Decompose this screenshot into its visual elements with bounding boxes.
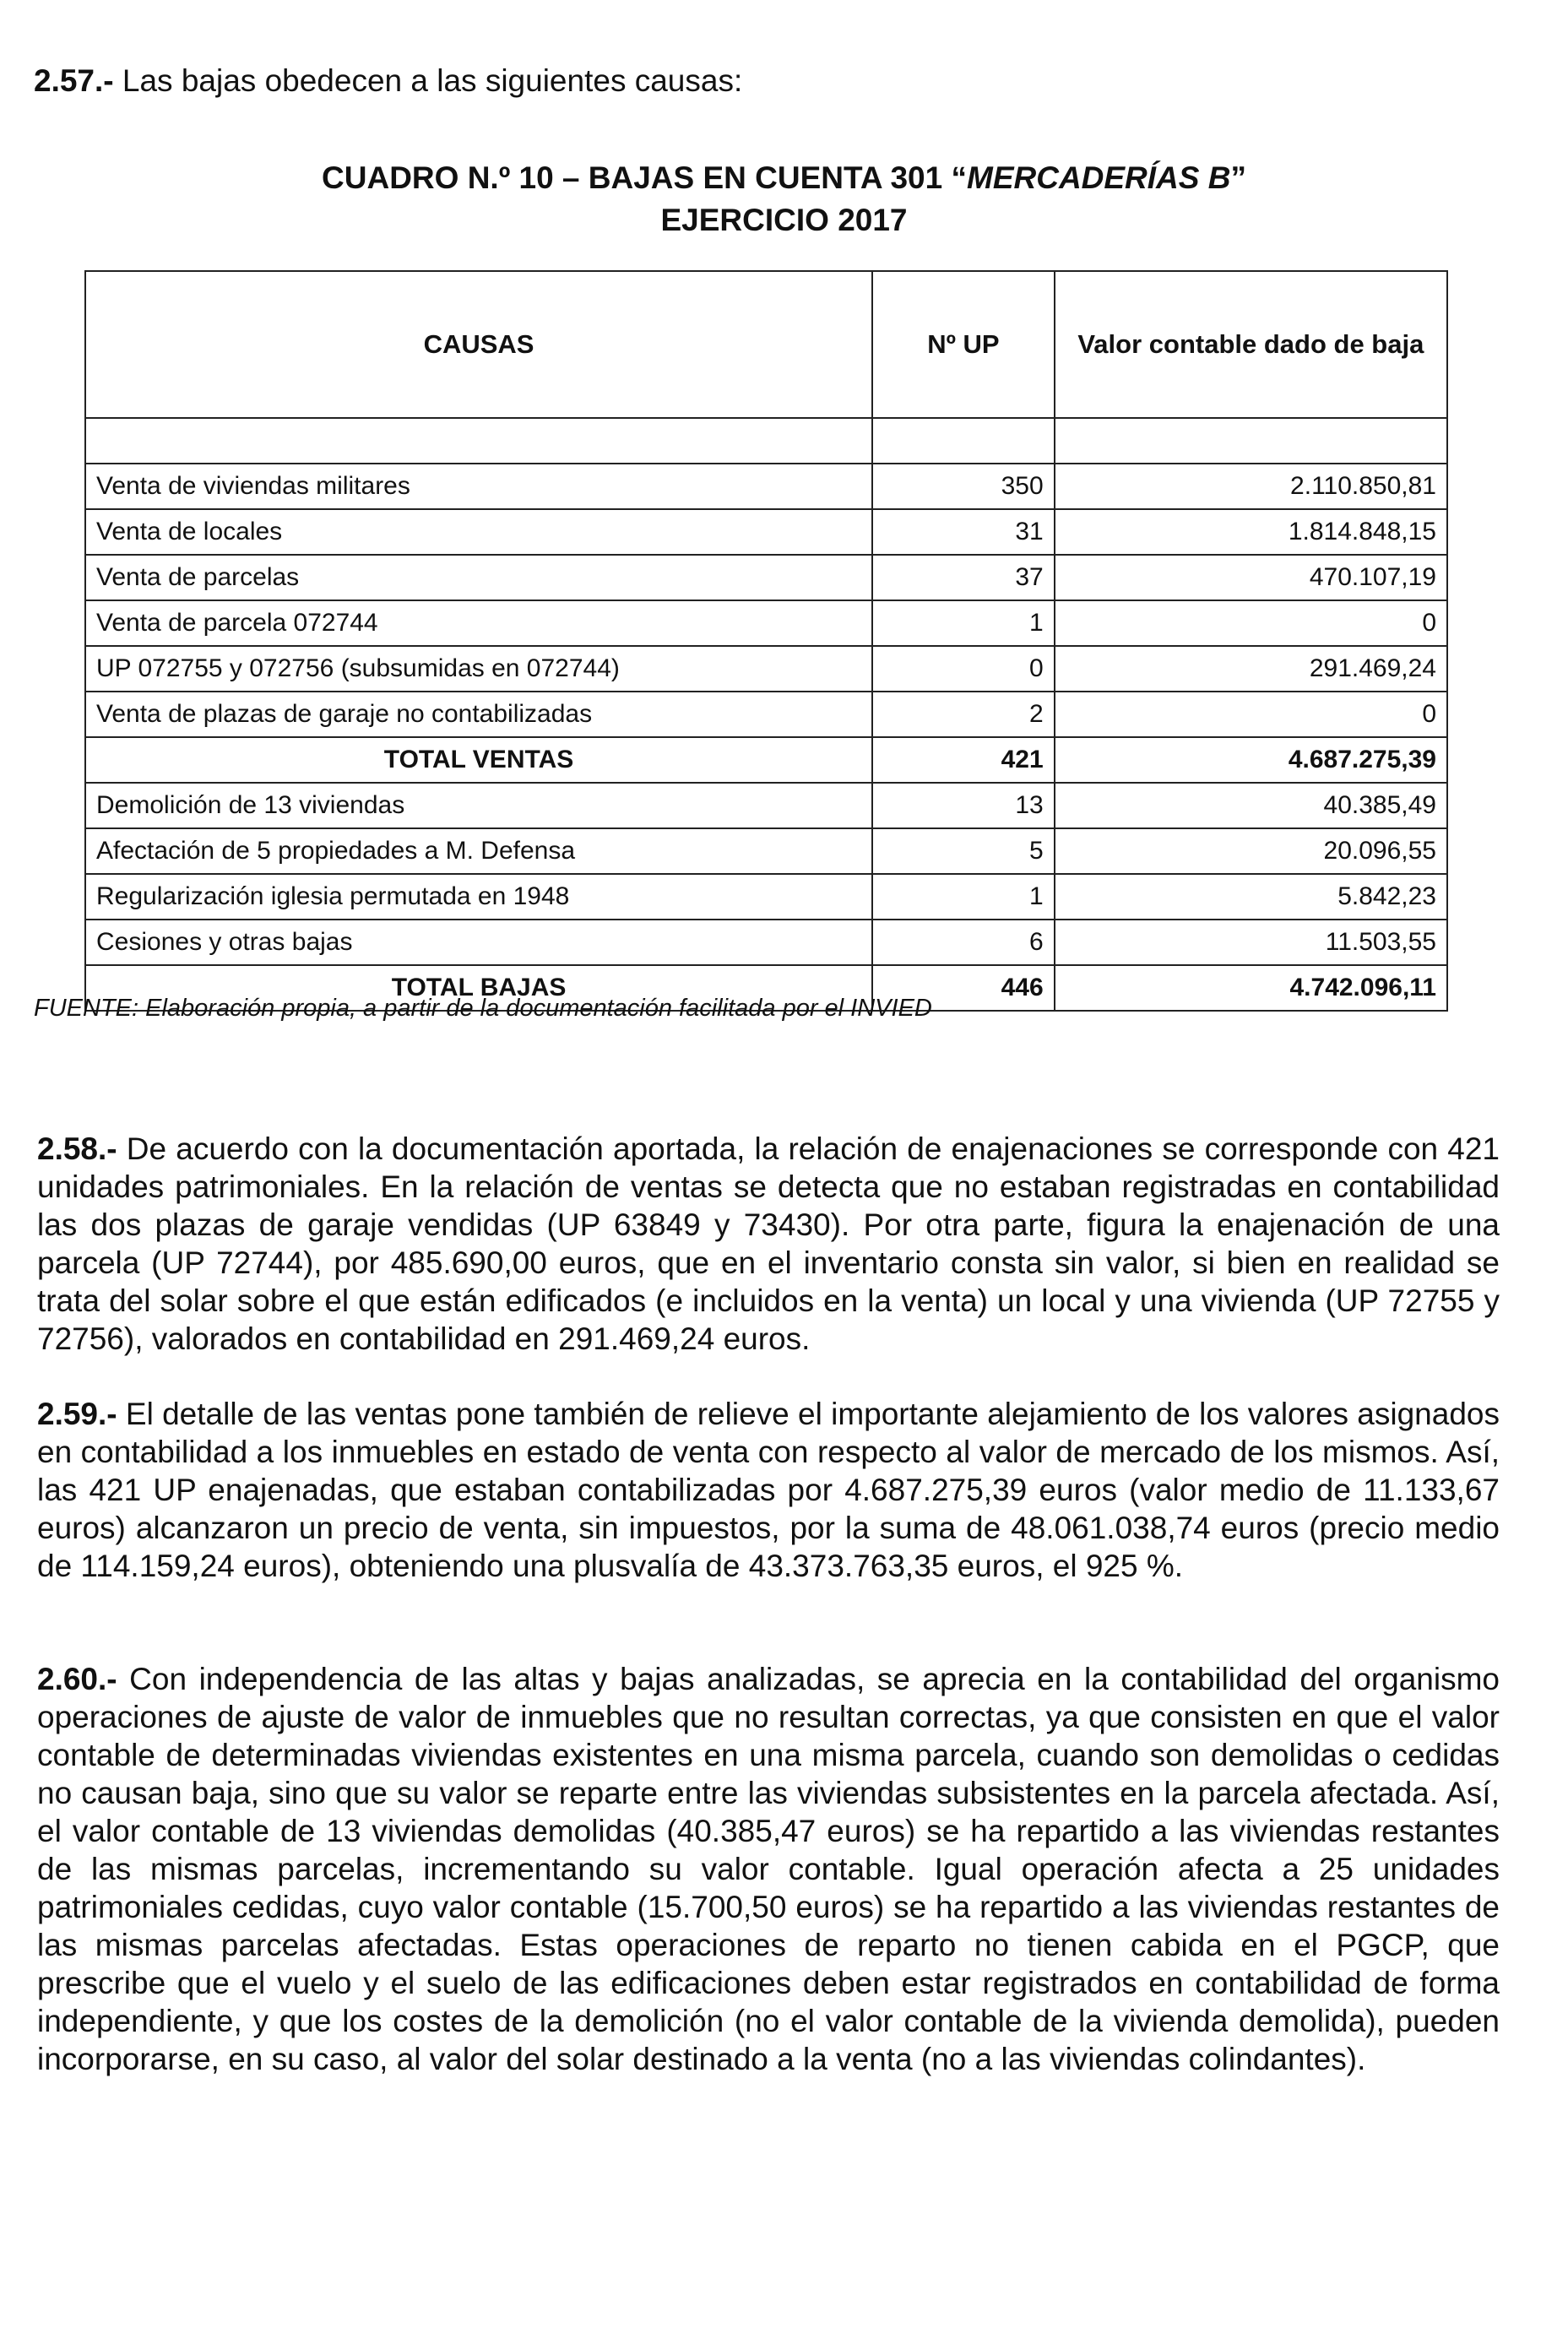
- header-num-up: Nº UP: [872, 271, 1055, 418]
- paragraph-2-60: [37, 1660, 1500, 2078]
- paragraph-2-57: [34, 61, 742, 101]
- table-row: [85, 464, 1447, 509]
- spacer-cell: [872, 418, 1055, 464]
- cell-causa: Cesiones y otras bajas: [85, 920, 872, 965]
- table-row: [85, 692, 1447, 737]
- paragraph-text: Las bajas obedecen a las siguientes causas:: [113, 63, 743, 98]
- paragraph-number: 2.58.-: [37, 1131, 117, 1166]
- table-row: [85, 555, 1447, 600]
- cell-num-up: 13: [872, 783, 1055, 828]
- table-row: [85, 828, 1447, 874]
- cell-causa: Venta de locales: [85, 509, 872, 555]
- header-valor-contable: Valor contable dado de baja: [1055, 271, 1447, 418]
- cell-num-up: 1: [872, 600, 1055, 646]
- cell-num-up: 446: [872, 965, 1055, 1011]
- table-row: [85, 509, 1447, 555]
- paragraph-2-58: [37, 1130, 1500, 1358]
- cell-causa: TOTAL BAJAS: [85, 965, 872, 1011]
- table-row: [85, 874, 1447, 920]
- cell-valor: 291.469,24: [1055, 646, 1447, 692]
- spacer-cell: [85, 418, 872, 464]
- paragraph-number: 2.60.-: [37, 1662, 117, 1696]
- cell-valor: 1.814.848,15: [1055, 509, 1447, 555]
- title-suffix: ”: [1230, 160, 1246, 195]
- table-row: [85, 783, 1447, 828]
- table-title-line-1: [0, 157, 1568, 199]
- cell-valor: 11.503,55: [1055, 920, 1447, 965]
- cell-causa: Demolición de 13 viviendas: [85, 783, 872, 828]
- cell-valor: 2.110.850,81: [1055, 464, 1447, 509]
- paragraph-text: El detalle de las ventas pone también de relieve el importante alejamiento de los valores asignados en contabilidad a los inmuebles en estado de venta con respecto al valor de mercado de los mismos. Así, las 421 UP enajenadas, que estaban contabilizadas por 4.687.275,39 euros (valor medio de 11.133,67 euros) alcanzaron un precio de venta, sin impuestos, por la suma de 48.061.038,74 euros (precio medio de 114.159,24 euros), obteniendo una plusvalía de 43.373.763,35 euros, el 925 %.: [37, 1397, 1500, 1583]
- cell-num-up: 6: [872, 920, 1055, 965]
- cell-causa: TOTAL VENTAS: [85, 737, 872, 783]
- paragraph-number: 2.57.-: [34, 63, 114, 98]
- cell-num-up: 1: [872, 874, 1055, 920]
- cell-causa: Venta de viviendas militares: [85, 464, 872, 509]
- cell-causa: Afectación de 5 propiedades a M. Defensa: [85, 828, 872, 874]
- cell-causa: UP 072755 y 072756 (subsumidas en 072744): [85, 646, 872, 692]
- table-row: [85, 646, 1447, 692]
- cell-num-up: 31: [872, 509, 1055, 555]
- table-header-row: [85, 271, 1447, 418]
- cell-valor: 40.385,49: [1055, 783, 1447, 828]
- cell-valor: 0: [1055, 692, 1447, 737]
- table-total-row: [85, 737, 1447, 783]
- cell-causa: Venta de parcelas: [85, 555, 872, 600]
- paragraph-text: De acuerdo con la documentación aportada, la relación de enajenaciones se corresponde con 421 unidades patrimoniales. En la relación de ventas se detecta que no estaban registradas en contabilidad las dos plazas de garaje vendidas (UP 63849 y 73430). Por otra parte, figura la enajenación de una parcela (UP 72744), por 485.690,00 euros, que en el inventario consta sin valor, si bien en realidad se trata del solar sobre el que están edificados (e incluidos en la venta) un local y una vivienda (UP 72755 y 72756), valorados en contabilidad en 291.469,24 euros.: [37, 1131, 1500, 1356]
- table-title-line-2: EJERCICIO 2017: [660, 203, 908, 237]
- cell-num-up: 5: [872, 828, 1055, 874]
- paragraph-number: 2.59.-: [37, 1397, 117, 1431]
- table-row: [85, 920, 1447, 965]
- paragraph-2-59: [37, 1395, 1500, 1585]
- cell-valor: 470.107,19: [1055, 555, 1447, 600]
- title-italic: MERCADERÍAS B: [967, 160, 1231, 195]
- bajas-table: [84, 270, 1448, 1012]
- cell-valor: 5.842,23: [1055, 874, 1447, 920]
- cell-num-up: 2: [872, 692, 1055, 737]
- table-row: [85, 600, 1447, 646]
- title-prefix: CUADRO N.º 10 – BAJAS EN CUENTA 301 “: [322, 160, 967, 195]
- cell-valor: 4.687.275,39: [1055, 737, 1447, 783]
- table-spacer-row: [85, 418, 1447, 464]
- spacer-cell: [1055, 418, 1447, 464]
- cell-valor: 20.096,55: [1055, 828, 1447, 874]
- cell-valor: 4.742.096,11: [1055, 965, 1447, 1011]
- cell-num-up: 37: [872, 555, 1055, 600]
- cell-num-up: 421: [872, 737, 1055, 783]
- cell-causa: Regularización iglesia permutada en 1948: [85, 874, 872, 920]
- cell-num-up: 0: [872, 646, 1055, 692]
- table-source-note: FUENTE: Elaboración propia, a partir de la documentación facilitada por el INVIED: [34, 995, 932, 1022]
- cell-num-up: 350: [872, 464, 1055, 509]
- cell-valor: 0: [1055, 600, 1447, 646]
- table-title: [0, 157, 1568, 241]
- paragraph-text: Con independencia de las altas y bajas analizadas, se aprecia en la contabilidad del organismo operaciones de ajuste de valor de inmuebles que no resultan correctas, ya que consisten en que el valor contable de determinadas viviendas existentes en una misma parcela, cuando son demolidas o cedidas no causan baja, sino que su valor se reparte entre las viviendas subsistentes en la parcela afectada. Así, el valor contable de 13 viviendas demolidas (40.385,47 euros) se ha repartido a las viviendas restantes de las mismas parcelas, incrementando su valor contable. Igual operación afecta a 25 unidades patrimoniales cedidas, cuyo valor contable (15.700,50 euros) se ha repartido a las viviendas restantes de las mismas parcelas afectadas. Estas operaciones de reparto no tienen cabida en el PGCP, que prescribe que el vuelo y el suelo de las edificaciones deben estar registrados en contabilidad de forma independiente, y que los costes de la demolición (no el valor contable de la vivienda demolida), pueden incorporarse, en su caso, al valor del solar destinado a la venta (no a las viviendas colindantes).: [37, 1662, 1500, 2076]
- cell-causa: Venta de parcela 072744: [85, 600, 872, 646]
- header-causas: CAUSAS: [85, 271, 872, 418]
- cell-causa: Venta de plazas de garaje no contabilizadas: [85, 692, 872, 737]
